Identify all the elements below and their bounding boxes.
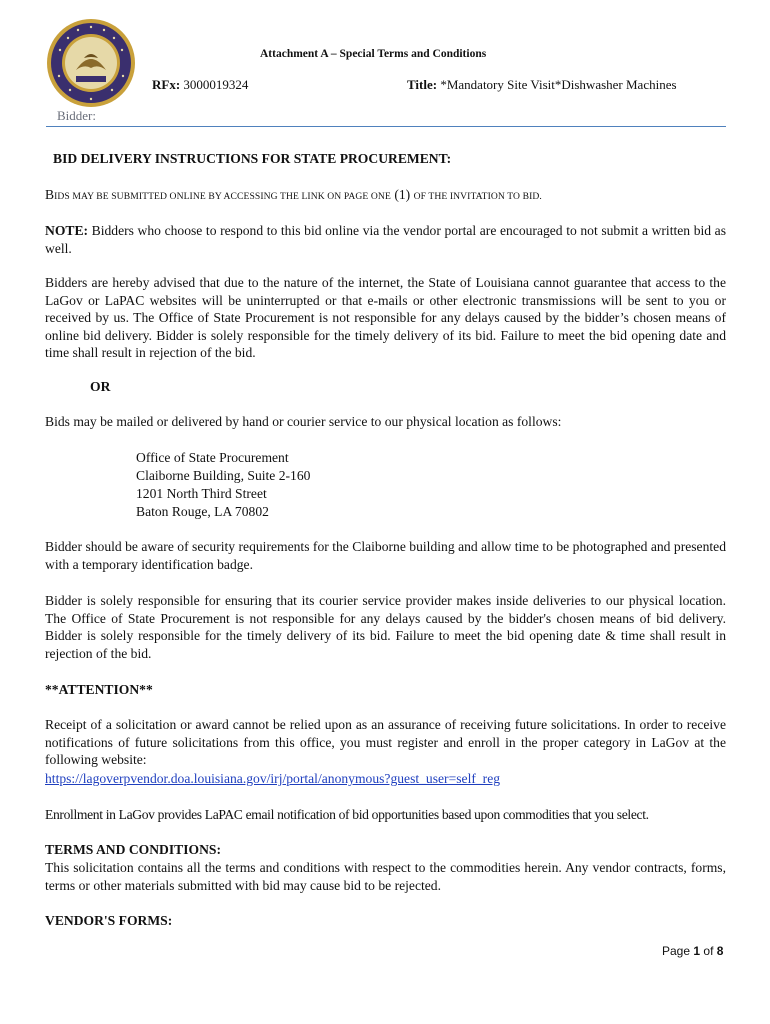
online-paren: (1) — [394, 187, 411, 202]
terms-heading: TERMS AND CONDITIONS: — [45, 842, 221, 857]
note-paragraph — [45, 222, 726, 257]
address-line: Office of State Procurement — [136, 450, 289, 465]
address-line: Claiborne Building, Suite 2-160 — [136, 468, 311, 483]
attachment-title: Attachment A – Special Terms and Conditions — [260, 48, 487, 60]
registration-link-line — [45, 770, 726, 788]
rfx-line — [152, 77, 248, 93]
address-line: Baton Rouge, LA 70802 — [136, 504, 269, 519]
mail-intro: Bids may be mailed or delivered by hand or courier service to our physical location as follows: — [45, 414, 562, 429]
or-separator: OR — [90, 379, 111, 394]
registration-link[interactable]: https://lagoverpvendor.doa.louisiana.gov/irj/portal/anonymous?guest_user=self_reg — [45, 771, 501, 786]
enrollment-paragraph: Enrollment in LaGov provides LaPAC email notification of bid opportunities based upon commodities that you select. — [45, 807, 649, 822]
title-line — [407, 77, 677, 93]
online-submission-line — [45, 186, 726, 206]
online-text: IDS MAY BE SUBMITTED ONLINE BY ACCESSING THE LINK ON PAGE ONE — [54, 191, 391, 202]
online-tail: OF THE INVITATION TO BID. — [413, 191, 542, 202]
page-word: Page — [662, 944, 691, 958]
page-current: 1 — [693, 944, 701, 958]
note-label: NOTE: — [45, 223, 89, 238]
state-seal-icon — [46, 18, 136, 108]
terms-paragraph: This solicitation contains all the terms and conditions with respect to the commodities herein. Any vendor contracts, forms, terms or other materials submitted with bid may cause bid to be rejected. — [45, 860, 726, 893]
header-divider — [46, 126, 726, 127]
attention-paragraph: Receipt of a solicitation or award cannot be relied upon as an assurance of receiving future solicitations. In order to receive notifications of future solicitations from this office, you must register and enroll in the proper category in LaGov at the following website: — [45, 717, 726, 767]
page-total: 8 — [716, 944, 724, 958]
title-label: Title: — [407, 77, 438, 92]
online-first-letter: B — [45, 187, 55, 202]
bidder-label: Bidder: — [57, 108, 96, 123]
address-block — [136, 449, 310, 521]
delivery-heading: BID DELIVERY INSTRUCTIONS FOR STATE PROCUREMENT: — [53, 151, 452, 166]
courier-paragraph: Bidder is solely responsible for ensuring that its courier service provider makes inside deliveries to our physical location. The Office of State Procurement is not responsible for any delays caused by the bidder's chosen means of bid delivery. Bidder is solely responsible for the timely delivery of its bid. Failure to meet the bid opening date & time shall result in rejection of the bid. — [45, 593, 726, 661]
note-text: Bidders who choose to respond to this bid online via the vendor portal are encouraged to not submit a written bid as well. — [45, 223, 726, 256]
of-word: of — [703, 944, 714, 958]
address-line: 1201 North Third Street — [136, 486, 267, 501]
rfx-value: 3000019324 — [183, 77, 249, 92]
advisory-paragraph: Bidders are hereby advised that due to the nature of the internet, the State of Louisiana cannot guarantee that access to the LaGov or LaPAC websites will be uninterrupted or that e-mails or other electronic transmissions will be sent to you or received by us. The Office of State Procurement is not responsible for any delays caused by the bidder’s chosen means of online bid delivery. Bidder is solely responsible for the timely delivery of its bid. Failure to meet the bid opening date and time shall result in rejection of the bid. — [45, 275, 726, 360]
vendor-forms-heading: VENDOR'S FORMS: — [45, 913, 173, 928]
page-number — [662, 944, 723, 958]
title-value: *Mandatory Site Visit*Dishwasher Machines — [440, 77, 677, 92]
rfx-label: RFx: — [152, 77, 181, 92]
attention-heading: **ATTENTION** — [45, 682, 153, 697]
security-paragraph: Bidder should be aware of security requirements for the Claiborne building and allow time to be photographed and presented with a temporary identification badge. — [45, 539, 726, 572]
